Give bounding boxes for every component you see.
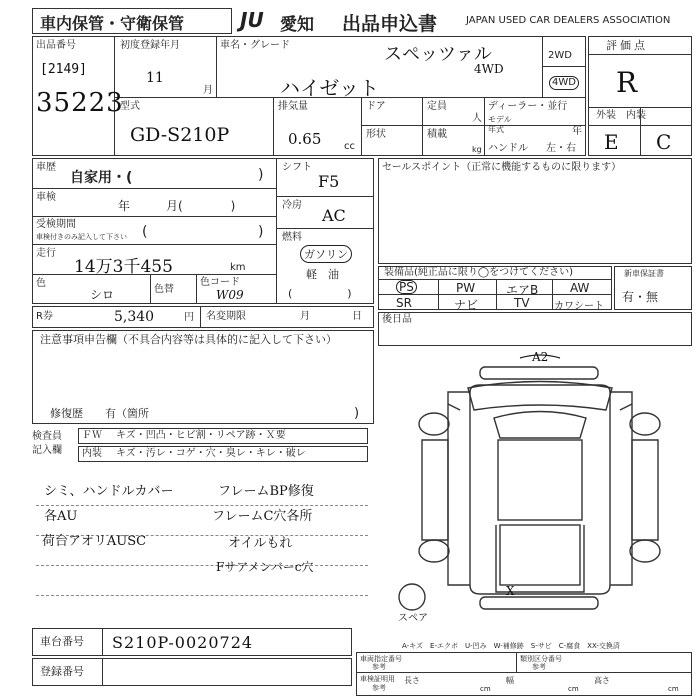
storage-title: 車内保管・守衛保管 bbox=[40, 14, 185, 33]
cm-unit-2: cm bbox=[568, 685, 579, 693]
equipment-label: 装備品(純正品に限り◯をつけてください) bbox=[384, 267, 573, 278]
spare-label: スペア bbox=[398, 613, 428, 624]
width-label: 幅 bbox=[506, 676, 514, 685]
inspection-label: 車検 bbox=[36, 192, 56, 203]
cert-ref: 参考 bbox=[372, 684, 386, 692]
equip-ps: PS bbox=[396, 280, 417, 294]
damage-legend: A-キズ E-エクボ U-凹み W-補修跡 S-サビ C-腐食 XX-交換済 bbox=[402, 642, 620, 650]
notice-label: 注意事項申告欄（不具合内容等は具体的に記入して下さい） bbox=[40, 333, 337, 346]
recycle-paren-close: ) bbox=[258, 224, 264, 240]
inspection-date: 年 月( ) bbox=[118, 199, 236, 213]
note-line1-right: フレームBP修復 bbox=[218, 484, 314, 499]
equip-pw: PW bbox=[456, 281, 476, 295]
name-change-month: 月 bbox=[300, 311, 310, 322]
reg-label: 登録番号 bbox=[40, 665, 84, 678]
kg-unit: kg bbox=[472, 145, 482, 154]
diagram-mark-a2: A2 bbox=[532, 350, 549, 364]
note-line4-right: Fサアメンバーc穴 bbox=[216, 560, 314, 574]
color-label: 色 bbox=[36, 278, 46, 289]
exterior-grade: E bbox=[604, 130, 619, 154]
warranty-options: 有・無 bbox=[622, 290, 659, 304]
inspector-label: 検査員 記入欄 bbox=[32, 431, 62, 456]
r-ticket-value: 5,340 bbox=[114, 309, 155, 325]
cert-label: 車検証明用 bbox=[360, 675, 395, 683]
model-value: GD-S210P bbox=[130, 124, 230, 146]
lot-code: [2149] bbox=[40, 62, 87, 77]
handle-label: ハンドル bbox=[488, 143, 528, 154]
drive-2wd: 2WD bbox=[548, 50, 572, 61]
classification-ref: 参考 bbox=[532, 663, 546, 671]
cm-unit-1: cm bbox=[480, 685, 491, 693]
first-reg-label: 初度登録年月 bbox=[120, 40, 180, 51]
first-reg-year: 11 bbox=[146, 70, 164, 86]
model-label: 型式 bbox=[120, 101, 140, 112]
history-close: ) bbox=[258, 167, 264, 183]
equip-aw: AW bbox=[570, 281, 590, 295]
recycle-label: 受検期間 bbox=[36, 219, 76, 230]
association-name: JAPAN USED CAR DEALERS ASSOCIATION bbox=[466, 15, 671, 26]
cm-unit-3: cm bbox=[668, 685, 679, 693]
color-code-label: 色コード bbox=[200, 277, 240, 288]
fuel-other: ( ) bbox=[288, 287, 352, 300]
warranty-label: 新車保証書 bbox=[624, 269, 664, 278]
equip-sr: SR bbox=[396, 296, 412, 310]
aircon-value: AC bbox=[322, 206, 346, 225]
repair-label: 修復歴 有（箇所 bbox=[50, 407, 149, 420]
ext-int-label: 外装 内装 bbox=[596, 110, 646, 121]
aircon-label: 冷房 bbox=[282, 200, 302, 211]
shift-value: F5 bbox=[318, 172, 340, 191]
shape-label: 形状 bbox=[366, 129, 386, 140]
name-change-label: 名変期限 bbox=[206, 311, 246, 322]
person-unit: 人 bbox=[472, 113, 482, 124]
interior-items: キズ・汚レ・コゲ・穴・臭レ・キレ・破レ bbox=[116, 448, 306, 459]
interior-grade: C bbox=[656, 130, 672, 154]
dealer-label: ディーラー・並行 bbox=[488, 101, 568, 112]
lot-number-label: 出品番号 bbox=[36, 40, 76, 51]
rear-seat-label: 後日品 bbox=[382, 314, 412, 325]
rating-value: R bbox=[616, 66, 638, 99]
prefecture: 愛知 bbox=[280, 15, 314, 35]
equip-tv: TV bbox=[514, 296, 530, 310]
designated-ref: 参考 bbox=[372, 663, 386, 671]
handle-options: 左・右 bbox=[546, 143, 576, 154]
model-year-label: モデル 年式 bbox=[488, 115, 512, 134]
repair-close: ) bbox=[354, 406, 360, 421]
note-line2-right: フレームC穴各所 bbox=[212, 509, 313, 524]
car-name-label: 車名・グレード bbox=[220, 40, 290, 51]
chassis-label: 車台番号 bbox=[40, 635, 84, 648]
car-name-value: ハイゼット bbox=[280, 76, 379, 100]
fuel-label: 燃料 bbox=[282, 232, 302, 243]
ju-logo: JU bbox=[240, 8, 264, 32]
capacity-label: 定員 bbox=[427, 101, 447, 112]
form-title: 出品申込書 bbox=[342, 13, 438, 35]
fuel-gasoline: ガソリン bbox=[300, 245, 352, 263]
door-label: ドア bbox=[366, 101, 386, 112]
fw-label: ＦＷ bbox=[82, 430, 102, 441]
history-label: 車歴 bbox=[36, 162, 56, 173]
yen-unit: 円 bbox=[184, 312, 194, 323]
drive-note: 4WD bbox=[474, 62, 504, 76]
chassis-value: S210P-0020724 bbox=[112, 633, 254, 652]
equip-leather: カワシート bbox=[554, 301, 604, 312]
sales-point-label: セールスポイント（正常に機能するものに限ります） bbox=[382, 162, 622, 173]
name-change-day: 日 bbox=[352, 311, 362, 322]
rating-label: 評価点 bbox=[606, 39, 648, 52]
cc-unit: cc bbox=[344, 141, 355, 152]
month-unit: 月 bbox=[203, 85, 213, 96]
note-line3-left: 荷台アオリAUSC bbox=[42, 534, 147, 549]
equip-airbag: エアB bbox=[506, 283, 539, 297]
km-unit: km bbox=[230, 262, 246, 273]
equip-navi: ナビ bbox=[454, 298, 479, 312]
diagram-mark-x: X bbox=[506, 584, 515, 598]
interior-label: 内装 bbox=[82, 448, 102, 459]
note-line2-left: 各AU bbox=[44, 509, 78, 524]
lot-number: 35223 bbox=[36, 88, 124, 118]
length-label: 長さ bbox=[404, 676, 420, 685]
displacement-label: 排気量 bbox=[278, 101, 308, 112]
grade-value: スペッツァル bbox=[384, 44, 492, 65]
recycle-paren-open: ( bbox=[142, 224, 148, 240]
displacement-value: 0.65 bbox=[288, 130, 322, 148]
classification-label: 類別区分番号 bbox=[520, 655, 562, 663]
height-label: 高さ bbox=[594, 676, 610, 685]
color-code-value: W09 bbox=[216, 288, 244, 302]
year-unit: 年 bbox=[572, 126, 582, 137]
r-ticket-label: R券 bbox=[36, 311, 53, 322]
color-change-label: 色替 bbox=[154, 284, 174, 295]
history-value: 自家用・( bbox=[70, 170, 133, 186]
note-line1-left: シミ、ハンドルカバー bbox=[44, 484, 174, 499]
drive-4wd: 4WD bbox=[549, 76, 579, 90]
fw-items: キズ・凹凸・ヒビ割・リペア跡・Ｘ要 bbox=[116, 430, 286, 441]
mileage-value: 14万3千455 bbox=[74, 257, 173, 277]
shift-label: シフト bbox=[282, 162, 312, 173]
mileage-label: 走行 bbox=[36, 248, 56, 259]
recycle-note: 車検付きのみ記入して下さい bbox=[36, 233, 127, 241]
load-label: 積載 bbox=[427, 129, 447, 140]
designated-label: 車両指定番号 bbox=[360, 655, 402, 663]
fuel-diesel: 軽 油 bbox=[306, 268, 339, 281]
note-line3-right: オイルもれ bbox=[228, 536, 293, 551]
color-value: シロ bbox=[90, 288, 115, 302]
